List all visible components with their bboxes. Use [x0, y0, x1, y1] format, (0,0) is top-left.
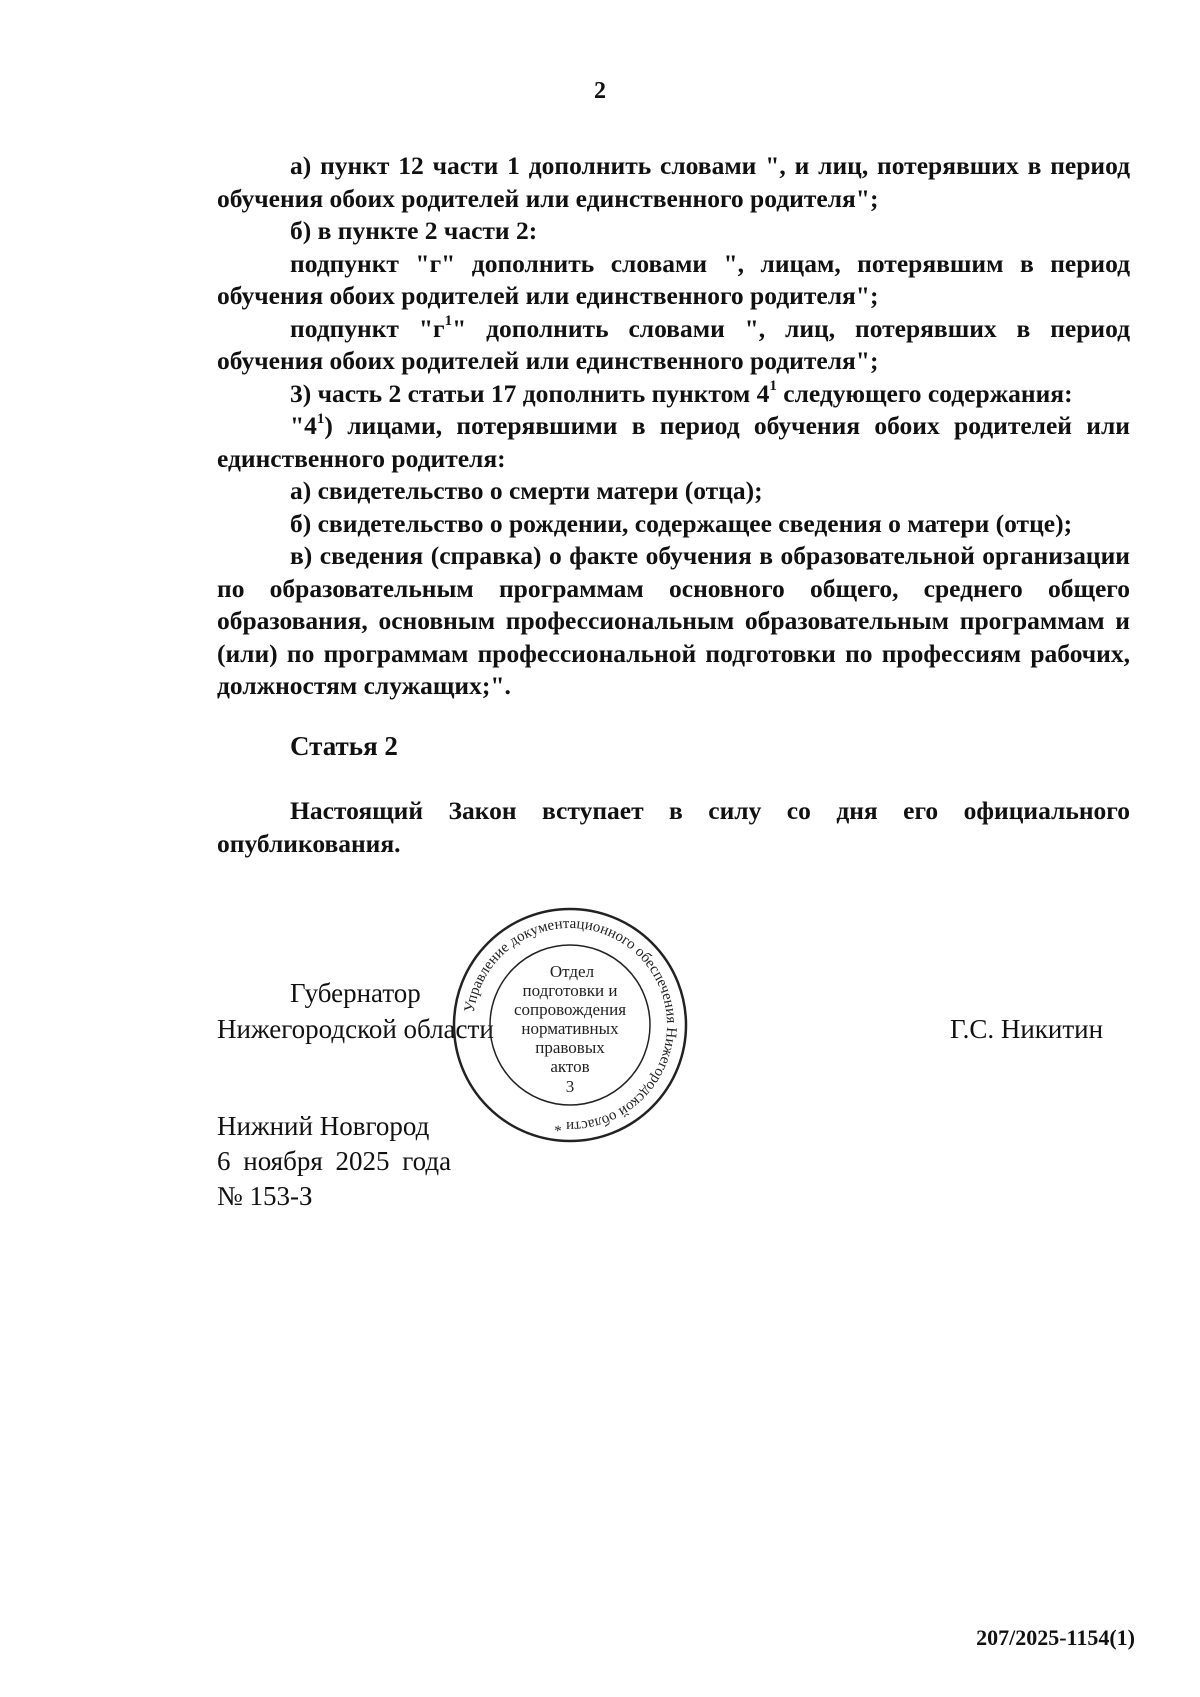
paragraph-7: б) свидетельство о рождении, содержащее сведения о матери (отце); — [290, 508, 1073, 538]
seal-line-5: правовых — [535, 1038, 605, 1057]
seal-line-3: сопровождения — [513, 1000, 627, 1019]
paragraph-8: в) сведения (справка) о факте обучения в образовательной организации по образовательным программам основного общего, среднего общего образования, основным профессиональным образовательным программам и (или) по программам профессиональной подготовки по профессиям рабочих, должностям служащих;". — [217, 541, 1130, 700]
paragraph-3: подпункт "$г^1$" дополнить словами ", лиц, потерявших в период обучения обоих родителей или единственного родителя"; — [217, 313, 1130, 375]
governor-title: Губернатор — [290, 978, 421, 1008]
seal-line-1: Отдел — [549, 962, 595, 981]
seal-ring-text: Управление документационного обеспечения Нижегородской области * — [461, 915, 680, 1135]
paragraph-4: 3) часть 2 статьи 17 дополнить пунктом $4^1$ следующего содержания: — [290, 378, 1073, 408]
signing-date: 6 ноября 2025 года — [217, 1146, 452, 1176]
amendment-text — [217, 150, 1130, 703]
article-2-heading: Статья 2 — [290, 731, 398, 761]
seal-line-6: актов — [550, 1057, 590, 1076]
seal-number: 3 — [565, 1077, 575, 1096]
paragraph-2: подпункт "г" дополнить словами ", лицам, потерявшим в период обучения обоих родителей или единственного родителя"; — [217, 248, 1130, 310]
article-2-text: Настоящий Закон вступает в силу со дня его официального опубликования. — [217, 796, 1130, 858]
governor-region: Нижегородской области — [217, 1014, 494, 1044]
paragraph-6: а) свидетельство о смерти матери (отца); — [290, 476, 763, 505]
law-number: № 153-З — [217, 1181, 313, 1211]
paragraph-1: б) в пункте 2 части 2: — [290, 216, 538, 245]
governor-name: Г.С. Никитин — [950, 1014, 1104, 1044]
document-id: 207/2025-1154(1) — [976, 1625, 1135, 1650]
signing-city: Нижний Новгород — [217, 1111, 430, 1141]
page-number: 2 — [594, 78, 606, 104]
seal-line-4: нормативных — [521, 1019, 619, 1038]
paragraph-0: а) пункт 12 части 1 дополнить словами ", и лиц, потерявших в период обучения обоих родителей или единственного родителя"; — [217, 151, 1130, 213]
paragraph-5: "$4^1$) лицами, потерявшими в период обучения обоих родителей или единственного родителя: — [217, 410, 1130, 473]
seal-line-2: подготовки и — [522, 981, 618, 1000]
official-seal-stamp — [450, 905, 690, 1145]
